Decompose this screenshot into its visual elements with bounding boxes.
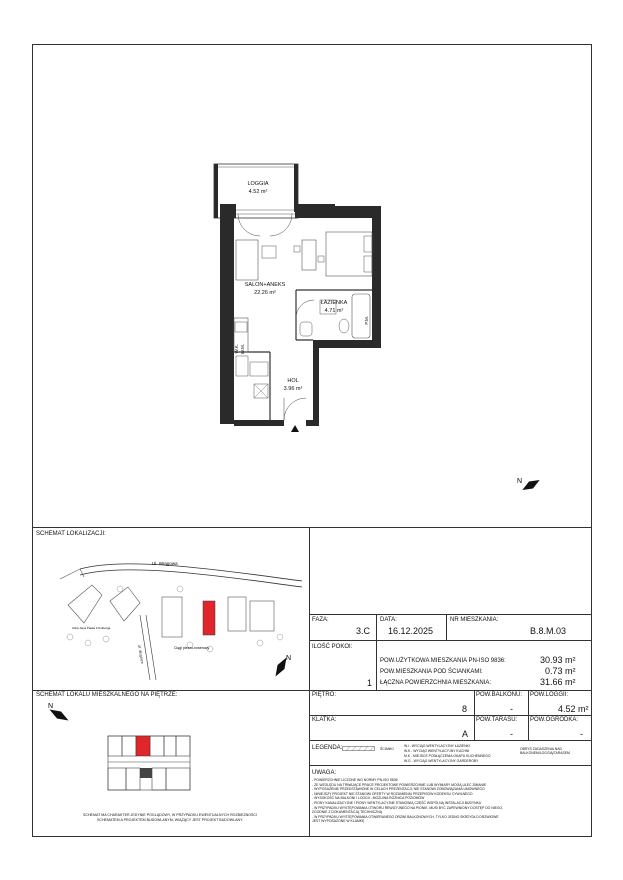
- location-title: SCHEMAT LOKALIZACJI:: [36, 531, 106, 537]
- table: [302, 240, 316, 270]
- apartment-highlight: [136, 736, 150, 756]
- legend-item-wk: W.K - WYCIĄG WENTYLACYJNY KUCHNI: [404, 749, 470, 753]
- nr-label: NR MIESZKANIA:: [450, 617, 499, 623]
- faza-value: 3.C: [356, 626, 371, 636]
- ogrodek-label: POW.OGRÓDKA:: [530, 717, 579, 723]
- entrance-arrow: [291, 425, 299, 432]
- svg-text:N: N: [517, 478, 523, 485]
- notes-title: UWAGA:: [312, 770, 337, 776]
- notes-list: - POWIERZCHNIE LICZONE WG NORMY PN-ISO 9836 - ZE WZGLĘDU NA TRWAJĄCE PRACE PROJEKTOWE POWIERZCHNIE LUB WYMIARY MOGĄ ULEC ZMIANIE - WYPOSAŻENIE PRZEDSTAWIONE W CELACH PREZENTACJI, NIE STANOWI ZOBOWIĄZANIA UMOWNEGO - NINIEJSZY PROJEKT NIE STANOWI OFERTY W ROZUMIENIU PRZEPISÓW KODEKSU CYWILNEGO - WYSOKOŚĆ NA BALKONI I LOGGII - MOŻLIWA RÓŻNICA POZIOMÓW - PIONY KANALIZACYJNE I PIONY WENTYLACYJNE STANOWIĄ CZĘŚĆ WSPÓLNĄ INSTALACJI BUDYNKU - W PRZYPADKU WYSTĘPOWANIA OTWORU REWIZYJNEGO NA PIONIE, MUSI BYĆ ZAPEWNIONY DOSTĘP DO NIEGO, ZGODNIE Z DOKUMENTACJĄ TECHNICZNĄ - W PRZYPADKU WYSTĘPOWANIA OTWIERANEGO DRZWI BALKONOWYCH, TYLKO JEDNO SKRZYDŁO DRZWIOWE JEST WYPOSAŻONE W KLAMKĘ: [312, 778, 504, 824]
- pow-laczna-label: ŁĄCZNA POWIERZCHNIA MIESZKANIA:: [380, 680, 492, 686]
- svg-text:Ul. Wzgórze: Ul. Wzgórze: [137, 644, 145, 664]
- room-area-lazienka: 4.71 m²: [324, 308, 344, 314]
- room-name-loggia: LOGGIA: [247, 181, 269, 187]
- faza-label: FAZA:: [312, 617, 329, 623]
- legend-item-wg: W.G - WYCIĄG WENTYLACYJNY GARDEROBY: [404, 759, 479, 763]
- legend-item-walls: ŚCIANKI: [380, 747, 394, 751]
- room-name-salon: SALON+ANEKS: [244, 282, 286, 288]
- pow-uzytkowa-value: 30.93 m²: [540, 655, 576, 665]
- washbasin: [300, 322, 312, 336]
- room-name-hol: HOL: [287, 378, 299, 384]
- floor-schema-title: SCHEMAT LOKALU MIESZKALNEGO NA PIĘTRZE:: [36, 692, 178, 698]
- klatka-value: A: [462, 729, 469, 739]
- pokoje-label: ILOŚĆ POKOI:: [312, 644, 353, 650]
- location-map: [40, 545, 302, 680]
- wall-hatch-icon: [342, 746, 376, 752]
- sofa: [236, 240, 258, 280]
- ventilation-label-pm: P.M.: [364, 316, 369, 325]
- pow-sciany-value: 0.73 m²: [545, 666, 576, 676]
- legend-item-roof: OBRYS ZADASZENIA NAD BALKONEM/LOGGIĄ/TARASEM: [520, 747, 570, 756]
- exterior-walls: [220, 204, 381, 426]
- data-label: DATA:: [380, 617, 397, 623]
- ogrodek-value: -: [580, 729, 583, 739]
- ventilation-label-wk: W.K.: [234, 344, 239, 354]
- building-highlight: [203, 601, 215, 635]
- compass-icon: [44, 700, 74, 730]
- svg-text:N: N: [48, 703, 54, 710]
- pow-sciany-label: POW.MIESZKANIA POD ŚCIANKAMI:: [380, 669, 483, 675]
- ventilation-label-wm: W.M.: [240, 344, 245, 355]
- floor-schema-map: [106, 734, 192, 792]
- pokoje-value: 1: [367, 678, 373, 688]
- svg-text:Ciągi pieszo-rowerowy: Ciągi pieszo-rowerowy: [174, 646, 210, 650]
- pow-uzytkowa-label: POW.UŻYTKOWA MIESZKANIA PN-ISO 9836:: [380, 658, 506, 664]
- pow-laczna-value: 31.66 m²: [540, 677, 576, 687]
- legend-item-mk: M.K - MIEJSCE PODŁĄCZENIA OKAPU KUCHENNEGO: [404, 754, 491, 758]
- room-name-lazienka: ŁAZIENKA: [320, 300, 348, 306]
- taras-value: -: [510, 729, 513, 739]
- divider: [309, 527, 310, 837]
- svg-text:Ul. Wrągowa: Ul. Wrągowa: [152, 561, 178, 566]
- room-area-hol: 3.96 m²: [283, 386, 303, 392]
- loggia-value: 4.52 m²: [558, 704, 589, 714]
- taras-label: POW.TARASU:: [476, 717, 518, 723]
- loggia-label: POW.LOGGII:: [530, 692, 569, 698]
- pietro-value: 8: [462, 704, 468, 714]
- room-area-loggia: 4.52 m²: [248, 189, 268, 195]
- compass-icon: [514, 474, 548, 496]
- data-value: 16.12.2025: [388, 626, 434, 636]
- toilet: [339, 319, 349, 333]
- schema-disclaimer: SCHEMAT MA CHARAKTER JEDYNIE POGLĄDOWY, W PRZYPADKU EWENTUALNYCH ROZBIEŻNOŚCI SCHEMATEM A PROJEKTEM BUDOWLANYM, WIĄŻĄCY JEST PROJEKT BUDOWLANY.: [82, 813, 258, 822]
- balkon-label: POW.BALKONU:: [476, 692, 523, 698]
- bed: [326, 232, 372, 276]
- klatka-label: KLATKA:: [312, 717, 337, 723]
- legend-title: LEGENDA:: [312, 745, 343, 751]
- legend-item-wl: W.l - WYCIĄG WENTYLACYJNY ŁAZIENKI: [404, 744, 470, 748]
- divider: [32, 527, 592, 528]
- compass-icon: [266, 652, 296, 682]
- svg-text:Ulica Jana Pawła II Kolberga: Ulica Jana Pawła II Kolberga: [72, 626, 111, 630]
- svg-text:N: N: [286, 655, 292, 662]
- balkon-value: -: [510, 704, 513, 714]
- nr-value: B.8.M.03: [530, 626, 567, 636]
- pietro-label: PIĘTRO:: [312, 692, 337, 698]
- loggia-wall-left: [214, 164, 218, 218]
- room-area-salon: 22.26 m²: [254, 290, 276, 296]
